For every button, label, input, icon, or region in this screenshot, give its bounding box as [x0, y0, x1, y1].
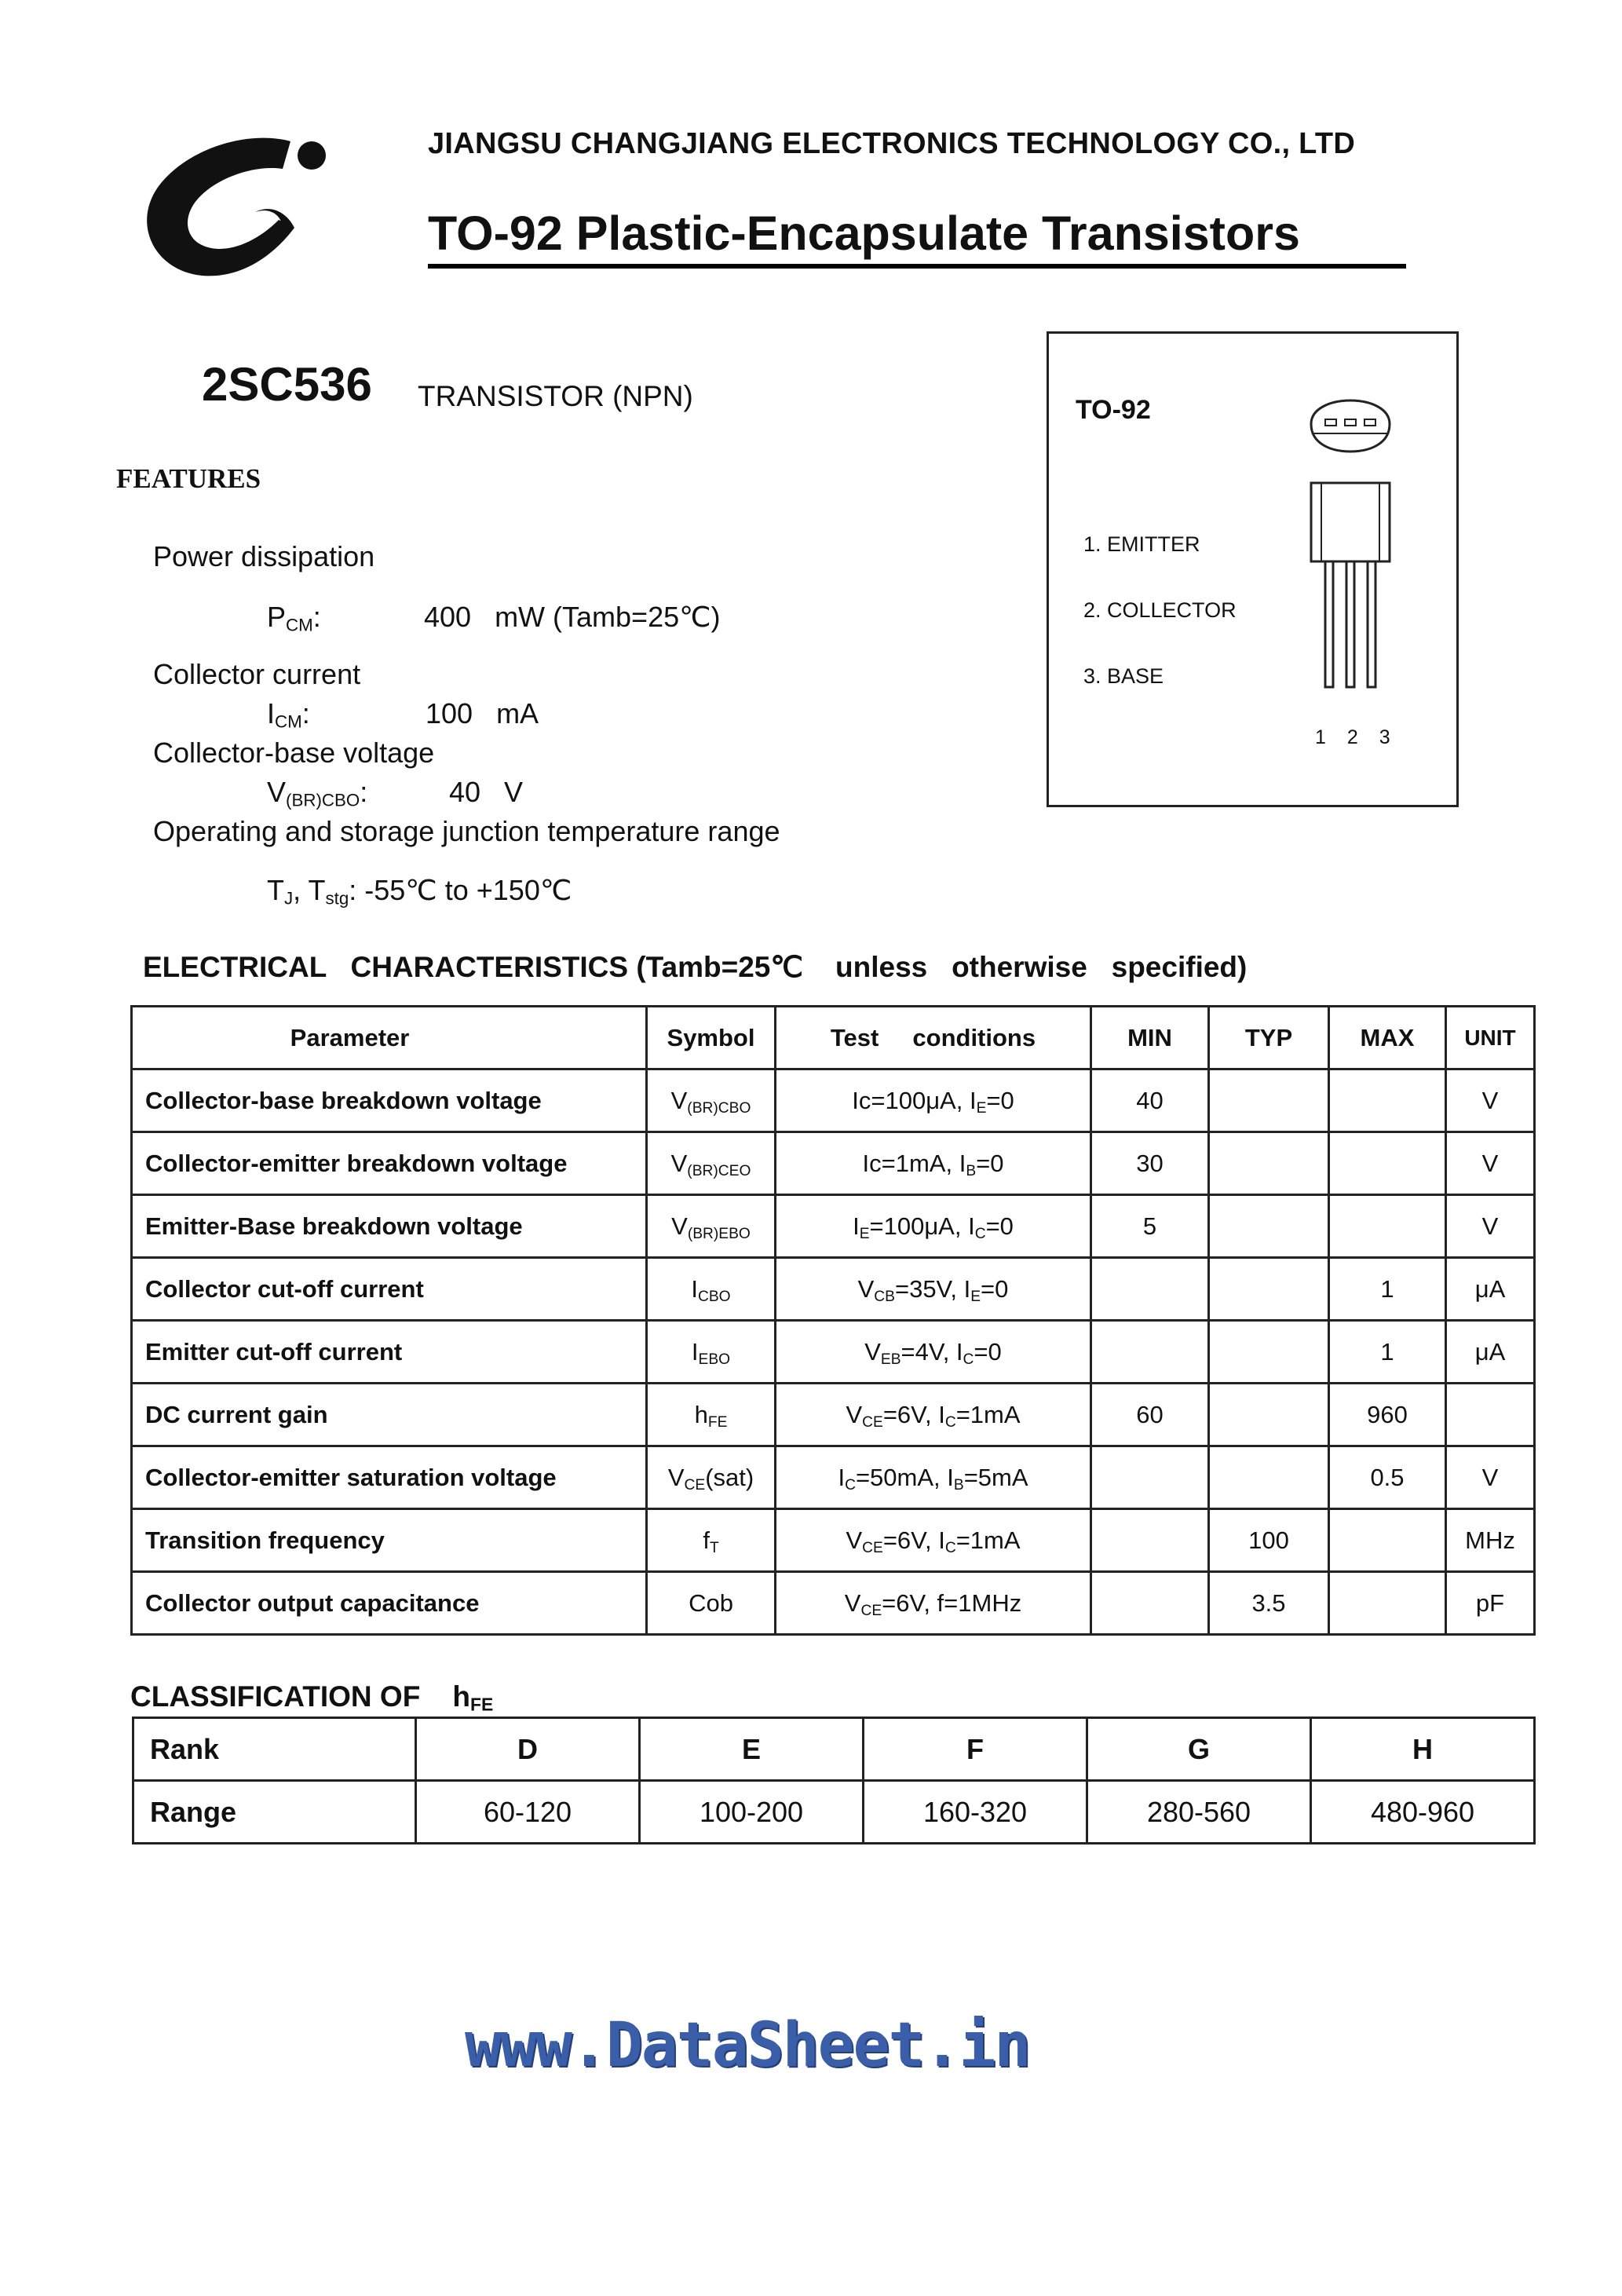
cell-parameter: DC current gain	[132, 1384, 647, 1446]
cell-unit: V	[1446, 1195, 1535, 1258]
cell-parameter: Collector output capacitance	[132, 1572, 647, 1635]
cell-max: 960	[1329, 1384, 1446, 1446]
cell-parameter: Collector-emitter saturation voltage	[132, 1446, 647, 1509]
vbrcbo-value: 40 V	[449, 776, 524, 808]
table-row	[132, 1509, 1535, 1572]
cell-unit: μA	[1446, 1321, 1535, 1384]
pcm-symbol: $P_{CM}$:	[267, 601, 321, 635]
cell-unit: V	[1446, 1446, 1535, 1509]
cell-min: 5	[1091, 1195, 1209, 1258]
range-cell: 480-960	[1311, 1781, 1535, 1844]
cell-unit: pF	[1446, 1572, 1535, 1635]
classification-table	[132, 1717, 1536, 1844]
vbrcbo-symbol: $V_{(BR)CBO}$:	[267, 776, 368, 810]
range-row	[133, 1781, 1535, 1844]
cell-typ	[1209, 1321, 1329, 1384]
rank-cell: E	[640, 1718, 864, 1781]
table-row	[132, 1132, 1535, 1195]
document-title: TO-92 Plastic-Encapsulate Transistors	[428, 207, 1300, 260]
cell-symbol: $V_{CE}(sat)$	[647, 1446, 776, 1509]
title-underline	[428, 264, 1406, 269]
rank-row	[133, 1718, 1535, 1781]
table-row	[132, 1572, 1535, 1635]
cell-unit	[1446, 1384, 1535, 1446]
cell-symbol: Cob	[647, 1572, 776, 1635]
package-title: TO-92	[1076, 395, 1151, 425]
cell-typ	[1209, 1195, 1329, 1258]
rank-cell: G	[1087, 1718, 1311, 1781]
cell-symbol: $h_{FE}$	[647, 1384, 776, 1446]
cell-unit: V	[1446, 1069, 1535, 1132]
part-type: TRANSISTOR (NPN)	[418, 380, 693, 412]
company-logo	[137, 133, 342, 291]
cell-min	[1091, 1321, 1209, 1384]
cell-parameter: Emitter-Base breakdown voltage	[132, 1195, 647, 1258]
cell-unit: MHz	[1446, 1509, 1535, 1572]
header-min: MIN	[1091, 1007, 1209, 1069]
pin-label-emitter: 1. EMITTER	[1083, 532, 1200, 556]
cell-symbol: $I_{CBO}$	[647, 1258, 776, 1321]
cell-symbol: $f_T$	[647, 1509, 776, 1572]
header-parameter: Parameter	[132, 1007, 647, 1069]
range-cell: 280-560	[1087, 1781, 1311, 1844]
cell-conditions: $V_{CE}=6V$, f=1MHz	[776, 1572, 1091, 1635]
range-cell: 100-200	[640, 1781, 864, 1844]
cell-max	[1329, 1132, 1446, 1195]
header-unit: UNIT	[1446, 1007, 1535, 1069]
classification-heading: CLASSIFICATION OF $h_{FE}$	[130, 1680, 494, 1715]
cell-symbol: $V_{(BR)CBO}$	[647, 1069, 776, 1132]
cell-max	[1329, 1195, 1446, 1258]
electrical-characteristics-heading: ELECTRICAL CHARACTERISTICS (Tamb=25℃ unless otherwise specified)	[143, 951, 1248, 983]
table-row	[132, 1321, 1535, 1384]
rank-cell: H	[1311, 1718, 1535, 1781]
table-row	[132, 1069, 1535, 1132]
power-dissipation-label: Power dissipation	[153, 540, 375, 572]
cell-typ: 100	[1209, 1509, 1329, 1572]
cell-min	[1091, 1572, 1209, 1635]
pin-label-base: 3. BASE	[1083, 664, 1164, 688]
cell-parameter: Collector-base breakdown voltage	[132, 1069, 647, 1132]
table-row	[132, 1258, 1535, 1321]
cell-max	[1329, 1509, 1446, 1572]
cell-max: 1	[1329, 1321, 1446, 1384]
cell-typ	[1209, 1384, 1329, 1446]
cell-parameter: Collector-emitter breakdown voltage	[132, 1132, 647, 1195]
cell-typ	[1209, 1446, 1329, 1509]
rank-cell: D	[416, 1718, 640, 1781]
cell-parameter: Collector cut-off current	[132, 1258, 647, 1321]
range-cell: 160-320	[864, 1781, 1087, 1844]
collector-base-voltage-label: Collector-base voltage	[153, 737, 435, 769]
cell-unit: V	[1446, 1132, 1535, 1195]
table-row	[132, 1195, 1535, 1258]
cell-conditions: $V_{CE}=6V$, $I_C=1mA$	[776, 1384, 1091, 1446]
features-heading: FEATURES	[116, 463, 261, 494]
cell-symbol: $V_{(BR)CEO}$	[647, 1132, 776, 1195]
electrical-characteristics-table	[130, 1005, 1536, 1636]
cell-conditions: Ic=1mA, $I_B=0$	[776, 1132, 1091, 1195]
cell-conditions: Ic=100μA, $I_E=0$	[776, 1069, 1091, 1132]
cell-parameter: Emitter cut-off current	[132, 1321, 647, 1384]
cell-min: 60	[1091, 1384, 1209, 1446]
cell-min	[1091, 1258, 1209, 1321]
collector-current-label: Collector current	[153, 658, 361, 690]
range-label: Range	[133, 1781, 416, 1844]
watermark: www.DataSheet.in	[465, 2010, 1030, 2081]
header-symbol: Symbol	[647, 1007, 776, 1069]
cell-conditions: $I_C=50mA$, $I_B=5mA$	[776, 1446, 1091, 1509]
range-cell: 60-120	[416, 1781, 640, 1844]
cell-typ	[1209, 1069, 1329, 1132]
cell-conditions: $V_{CE}=6V$, $I_C=1mA$	[776, 1509, 1091, 1572]
header-conditions: Test conditions	[776, 1007, 1091, 1069]
cell-conditions: $I_E=100\mu A$, $I_C=0$	[776, 1195, 1091, 1258]
to92-package-drawing	[1291, 385, 1409, 707]
cell-symbol: $V_{(BR)EBO}$	[647, 1195, 776, 1258]
cell-unit: μA	[1446, 1258, 1535, 1321]
temperature-range-label: Operating and storage junction temperature range	[153, 815, 780, 847]
pin-label-collector: 2. COLLECTOR	[1083, 598, 1237, 622]
cell-parameter: Transition frequency	[132, 1509, 647, 1572]
icm-symbol: $I_{CM}$:	[267, 697, 310, 732]
cell-min	[1091, 1446, 1209, 1509]
part-number: 2SC536	[202, 358, 372, 411]
cell-conditions: $V_{CB}=35V$, $I_E=0$	[776, 1258, 1091, 1321]
rank-label: Rank	[133, 1718, 416, 1781]
cell-max	[1329, 1069, 1446, 1132]
table-header-row	[132, 1007, 1535, 1069]
table-row	[132, 1446, 1535, 1509]
header-typ: TYP	[1209, 1007, 1329, 1069]
temperature-range-value: $T_J$, $T_{stg}$: -55℃ to +150℃	[267, 874, 572, 909]
cell-symbol: $I_{EBO}$	[647, 1321, 776, 1384]
cell-min	[1091, 1509, 1209, 1572]
table-row	[132, 1384, 1535, 1446]
pcm-value: 400 mW (Tamb=25℃)	[424, 601, 721, 633]
cell-typ: 3.5	[1209, 1572, 1329, 1635]
cell-min: 40	[1091, 1069, 1209, 1132]
rank-cell: F	[864, 1718, 1087, 1781]
icm-value: 100 mA	[426, 697, 539, 729]
cell-typ	[1209, 1132, 1329, 1195]
cell-max: 0.5	[1329, 1446, 1446, 1509]
company-name: JIANGSU CHANGJIANG ELECTRONICS TECHNOLOGY CO., LTD	[428, 127, 1356, 160]
pin-numbers: 1 2 3	[1315, 726, 1398, 748]
cell-conditions: $V_{EB}=4V$, $I_C=0$	[776, 1321, 1091, 1384]
cell-max: 1	[1329, 1258, 1446, 1321]
cell-min: 30	[1091, 1132, 1209, 1195]
cell-typ	[1209, 1258, 1329, 1321]
header-max: MAX	[1329, 1007, 1446, 1069]
cell-max	[1329, 1572, 1446, 1635]
